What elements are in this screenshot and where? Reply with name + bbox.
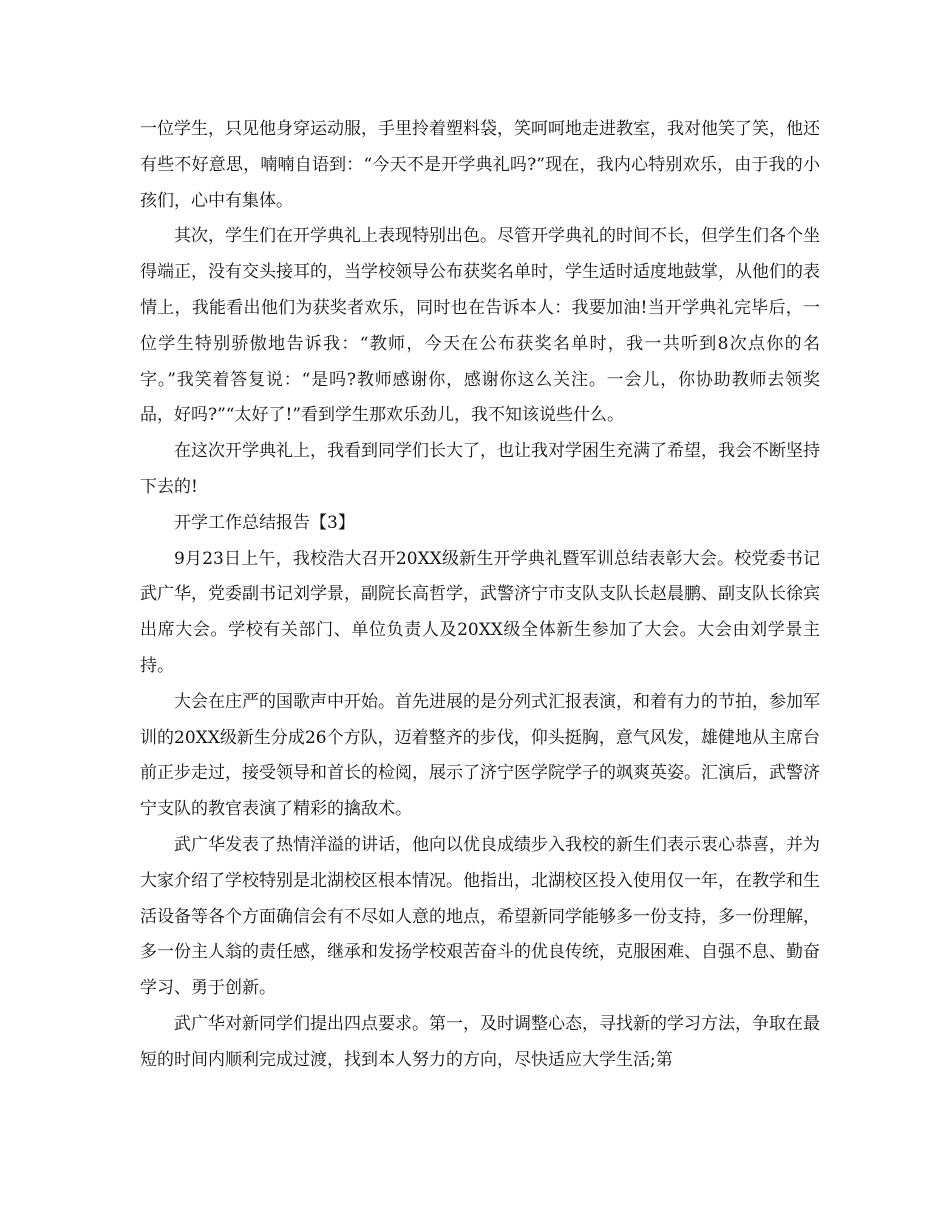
paragraph: 在这次开学典礼上，我看到同学们长大了，也让我对学困生充满了希望，我会不断坚持下去的! [140,441,820,497]
paragraph: 大会在庄严的国歌声中开始。首先进展的是分列式汇报表演，和着有力的节拍，参加军训的20XX级新生分成26个方队，迈着整齐的步伐，仰头挺胸，意气风发，雄健地从主席台前正步走过，接受领导和首长的检阅，展示了济宁医学院学子的飒爽英姿。汇演后，武警济宁支队的教官表演了精彩的擒敌术。 [140,691,820,820]
document-body [140,112,820,1079]
paragraph: 9月23日上午，我校浩大召开20XX级新生开学典礼暨军训总结表彰大会。校党委书记武广华，党委副书记刘学景，副院长高哲学，武警济宁市支队支队长赵晨鹏、副支队长徐宾出席大会。学校有关部门、单位负责人及20XX级全体新生参加了大会。大会由刘学景主持。 [140,548,820,676]
paragraph: 武广华对新同学们提出四点要求。第一，及时调整心态，寻找新的学习方法，争取在最短的时间内顺利完成过渡，找到本人努力的方向，尽快适应大学生活;第 [140,1013,820,1070]
paragraph: 其次，学生们在开学典礼上表现特别出色。尽管开学典礼的时间不长，但学生们各个坐得端正，没有交头接耳的，当学校领导公布获奖名单时，学生适时适度地鼓掌，从他们的表情上，我能看出他们为获奖者欢乐，同时也在告诉本人：我要加油!当开学典礼完毕后，一位学生特别骄傲地告诉我：“教师，今天在公布获奖名单时，我一共听到8次点你的名字。”我笑着答复说：“是吗?教师感谢你，感谢你这么关注。一会儿，你协助教师去领奖品，好吗?”“太好了!”看到学生那欢乐劲儿，我不知该说些什么。 [140,226,820,426]
paragraph-continuation: 一位学生，只见他身穿运动服，手里拎着塑料袋，笑呵呵地走进教室，我对他笑了笑，他还有些不好意思，喃喃自语到：“今天不是开学典礼吗?”现在，我内心特别欢乐，由于我的小孩们，心中有集体。 [140,119,820,211]
paragraph: 武广华发表了热情洋溢的讲话，他向以优良成绩步入我校的新生们表示衷心恭喜，并为大家介绍了学校特别是北湖校区根本情况。他指出，北湖校区投入使用仅一年，在教学和生活设备等各个方面确信会有不尽如人意的地点，希望新同学能够多一份支持，多一份理解，多一份主人翁的责任感，继承和发扬学校艰苦奋斗的优良传统，克服困难、自强不息、勤奋学习、勇于创新。 [140,834,820,999]
section-heading: 开学工作总结报告【3】 [174,512,355,533]
